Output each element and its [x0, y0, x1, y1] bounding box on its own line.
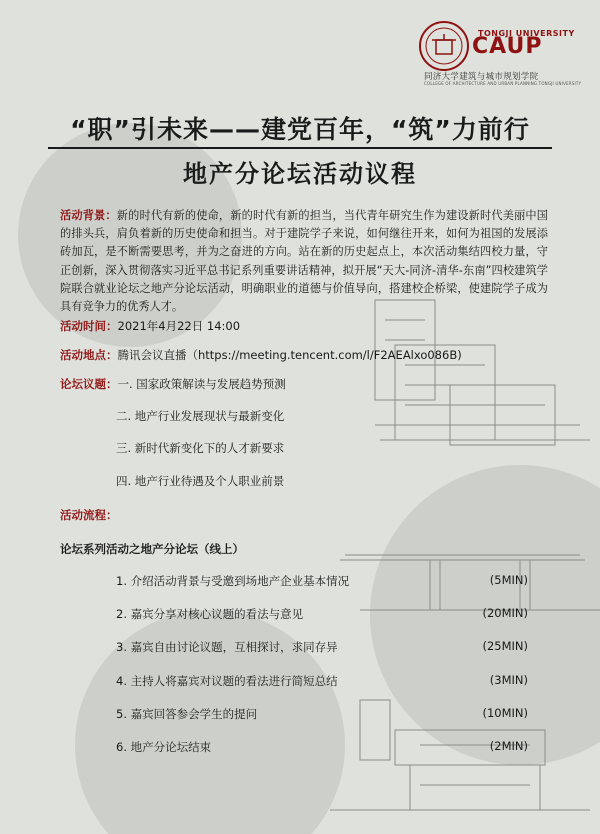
flow-step-duration: (5MIN)	[489, 573, 528, 587]
page-subtitle: 地产分论坛活动议程	[183, 160, 417, 188]
flow-step: 4. 主持人将嘉宾对议题的看法进行简短总结	[116, 674, 338, 688]
place-row	[60, 347, 462, 363]
topic-item: 二. 地产行业发展现状与最新变化	[116, 409, 285, 423]
topics-row	[60, 376, 286, 392]
topics-label: 论坛议题：	[60, 377, 118, 391]
background-text: 新的时代有新的使命，新的时代有新的担当，当代青年研究生作为建设新时代美丽中国的排头兵，肩负着新的历史使命和担当。对于建院学子来说，如何继往开来，如何为祖国的发展添砖加瓦，是不断需要思考，并为之奋进的方向。站在新的历史起点上，本次活动集结四校力量，守正创新，深入贯彻落实习近平总书记系列重要讲话精神，拟开展“天大-同济-清华-东南”四校建筑学院联合就业论坛之地产分论坛活动，明确职业的道德与价值导向，搭建校企桥梁，使建院学子成为具有竞争力的优秀人才。	[60, 209, 548, 314]
topic-item: 四. 地产行业待遇及个人职业前景	[116, 474, 285, 488]
building-sketch-top	[375, 300, 590, 445]
flow-step: 6. 地产分论坛结束	[116, 740, 212, 754]
title-divider	[48, 147, 552, 149]
flow-section-title: 论坛系列活动之地产分论坛（线上）	[60, 542, 244, 556]
flow-step-duration: (2MIN)	[489, 739, 528, 753]
background-label: 活动背景：	[60, 209, 117, 222]
place-label: 活动地点：	[60, 348, 118, 362]
logo-university-en: TONGJI UNIVERSITY	[478, 29, 575, 38]
flow-step: 2. 嘉宾分享对核心议题的看法与意见	[116, 607, 304, 621]
place-value[interactable]: 腾讯会议直播（https://meeting.tencent.com/l/F2AEAlxo086B)	[117, 348, 462, 362]
topic-item: 一. 国家政策解读与发展趋势预测	[117, 377, 286, 391]
flow-label: 活动流程：	[60, 508, 118, 522]
flow-step-duration: (20MIN)	[482, 606, 528, 620]
logo-school-cn: 同济大学建筑与城市规划学院	[424, 72, 539, 82]
flow-step: 1. 介绍活动背景与受邀到场地产企业基本情况	[116, 574, 350, 588]
flow-step-duration: (10MIN)	[482, 706, 528, 720]
logo-caup: CAUP	[472, 34, 543, 59]
time-value: 2021年4月22日 14:00	[117, 319, 241, 333]
topic-item: 三. 新时代新变化下的人才新要求	[116, 441, 285, 455]
flow-step: 5. 嘉宾回答参会学生的提问	[116, 707, 258, 721]
flow-step-duration: (25MIN)	[482, 639, 528, 653]
flow-step-duration: (3MIN)	[489, 673, 528, 687]
time-label: 活动时间：	[60, 319, 118, 333]
flow-row	[60, 507, 118, 523]
tongji-seal-logo	[418, 20, 470, 72]
background-section	[60, 207, 548, 316]
page-title: “职”引未来——建党百年，“筑”力前行	[70, 115, 530, 144]
time-row	[60, 318, 240, 334]
flow-step: 3. 嘉宾自由讨论议题，互相探讨，求同存异	[116, 640, 338, 654]
logo-school-en: COLLEGE OF ARCHITECTURE AND URBAN PLANNING TONGJI UNIVERSITY	[424, 81, 582, 86]
